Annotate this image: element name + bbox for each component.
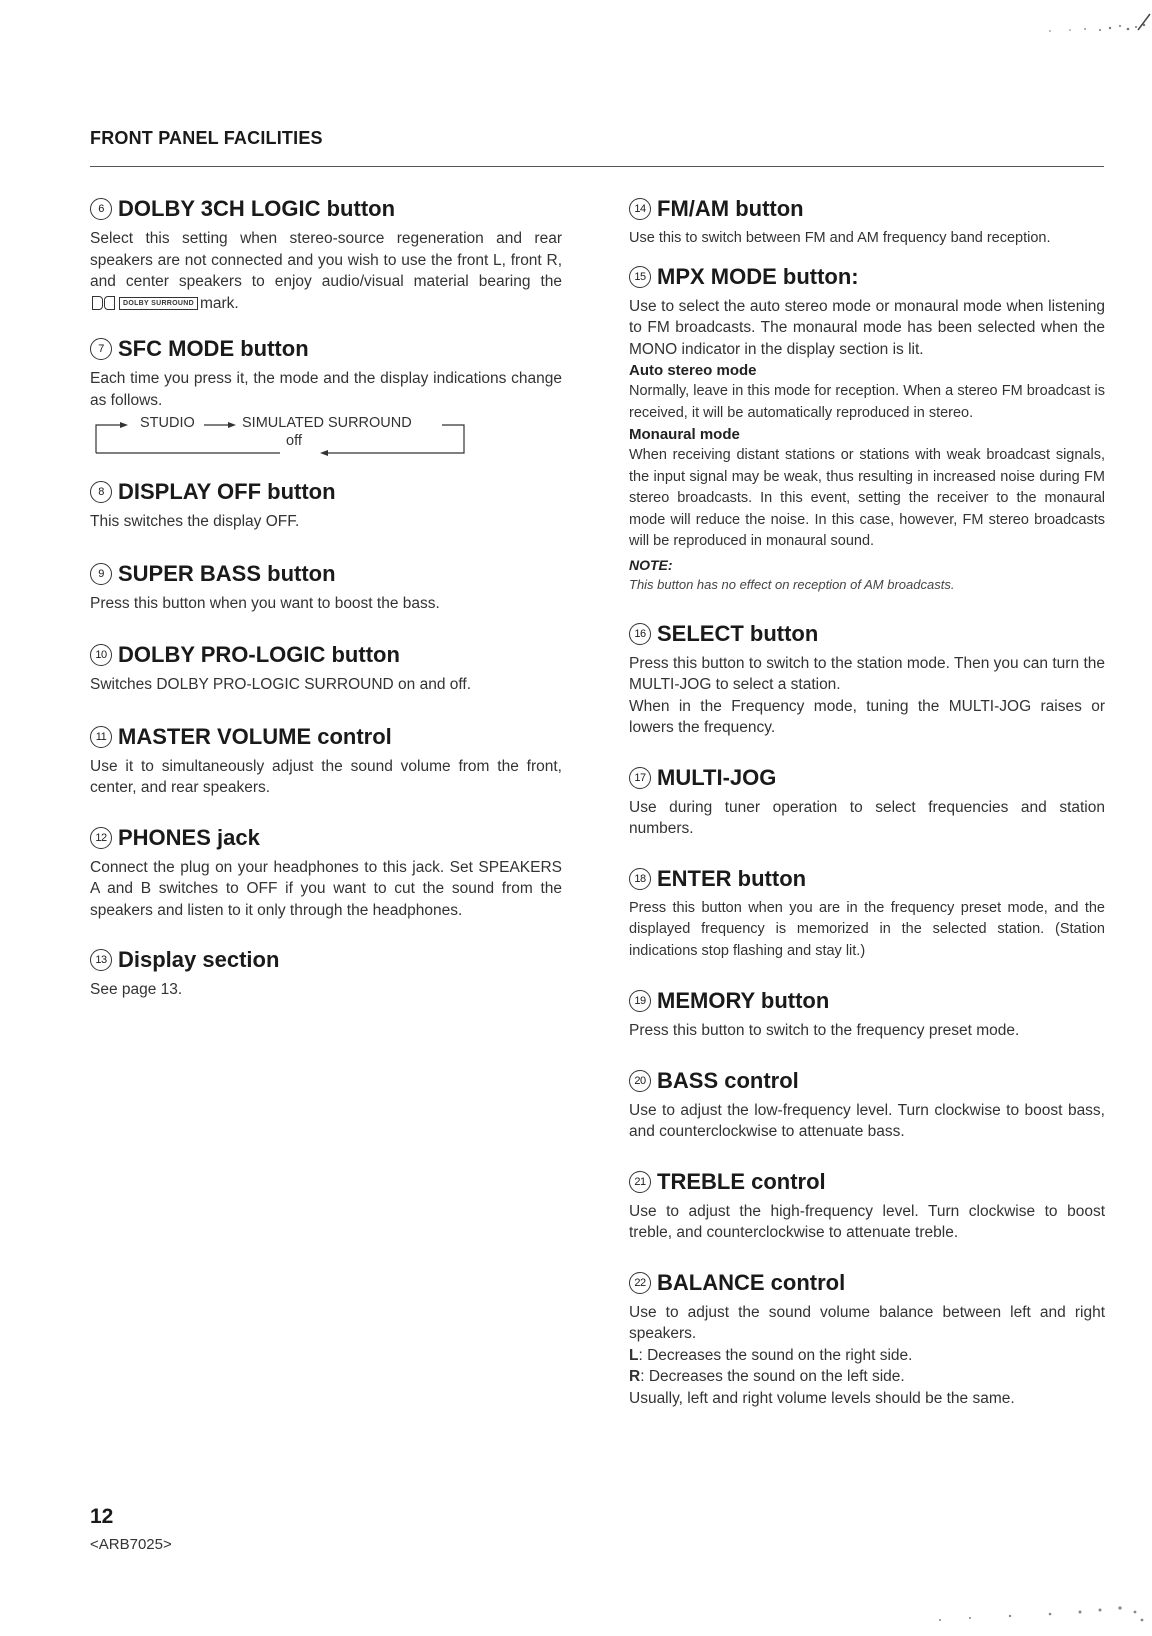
section-title-text: SELECT button — [657, 620, 819, 646]
section-body — [90, 228, 562, 314]
sfc-simulated-surround-label: SIMULATED SURROUND — [242, 415, 412, 431]
item-number: 8 — [90, 481, 112, 503]
section-body: Use it to simultaneously adjust the sound volume from the front, center, and rear speakers. — [90, 757, 562, 796]
page-header: FRONT PANEL FACILITIES — [90, 128, 323, 148]
item-number: 18 — [629, 868, 651, 890]
section-title — [629, 988, 1105, 1014]
section-title — [629, 1169, 1105, 1195]
section-display-off — [90, 479, 562, 533]
item-number: 19 — [629, 990, 651, 1012]
item-number: 16 — [629, 623, 651, 645]
section-body-3: Usually, left and right volume levels should be the same. — [629, 1389, 1015, 1407]
section-sfc-mode — [90, 336, 562, 459]
balance-l-text: : Decreases the sound on the right side. — [638, 1346, 913, 1364]
section-balance — [629, 1270, 1105, 1410]
item-number: 7 — [90, 338, 112, 360]
section-title-text: MULTI-JOG — [657, 764, 777, 790]
item-number: 11 — [90, 726, 112, 748]
section-title — [629, 765, 1105, 791]
body-text: Select this setting when stereo-source regeneration and rear speakers are not connected and you wish to use the front L, front R, and center speakers to enjoy audio/visual material bearing the — [90, 230, 562, 290]
section-title-text: FM/AM button — [657, 196, 804, 221]
section-fm-am — [629, 196, 1105, 250]
section-dolby-pro-logic — [90, 642, 562, 696]
section-title-text: SFC MODE button — [118, 336, 309, 361]
section-title-text: Display section — [118, 947, 280, 972]
section-title-text: SUPER BASS button — [118, 560, 336, 586]
section-title-text: MEMORY button — [657, 988, 830, 1013]
balance-r-key: R — [629, 1368, 641, 1385]
page-number: 12 — [90, 1505, 114, 1528]
section-master-volume — [90, 724, 562, 799]
section-title-text: DOLBY PRO-LOGIC button — [118, 642, 400, 667]
section-title — [90, 947, 562, 973]
section-body: Connect the plug on your headphones to this jack. Set SPEAKERS A and B switches to OFF if you want to cut the sound from the speakers and listen to it only through the headphones. — [90, 858, 562, 919]
section-body: Press this button to switch to the frequency preset mode. — [629, 1022, 1020, 1039]
auto-stereo-body: Normally, leave in this mode for reception. When a stereo FM broadcast is received, it will be automatically reproduced in stereo. — [629, 383, 1105, 421]
item-number: 10 — [90, 644, 112, 666]
section-title — [629, 1270, 1105, 1296]
section-title — [90, 825, 562, 851]
section-body: This switches the display OFF. — [90, 513, 300, 530]
section-bass — [629, 1068, 1105, 1143]
section-display-section — [90, 947, 562, 1001]
section-body: See page 13. — [90, 981, 183, 998]
balance-l-key: L — [629, 1346, 639, 1364]
section-title — [90, 336, 562, 362]
section-dolby-3ch-logic — [90, 196, 562, 314]
double-d-icon — [92, 296, 103, 310]
section-title-text: PHONES jack — [118, 824, 260, 850]
sfc-studio-label: STUDIO — [140, 415, 195, 431]
left-column — [90, 196, 562, 1001]
section-mpx-mode — [629, 264, 1105, 595]
section-title — [629, 866, 1105, 892]
balance-l-line — [629, 1345, 1105, 1367]
note-heading: NOTE: — [629, 556, 673, 573]
body-text: mark. — [199, 294, 239, 312]
double-d-icon — [104, 296, 115, 310]
item-number: 13 — [90, 949, 112, 971]
section-title — [90, 479, 562, 505]
section-title-text: DOLBY 3CH LOGIC button — [118, 196, 396, 221]
section-body: Press this button to switch to the station mode. Then you can turn the MULTI-JOG to select a station. — [629, 654, 1105, 693]
section-enter — [629, 866, 1105, 963]
section-title — [90, 642, 562, 668]
section-body: Use to adjust the high-frequency level. Turn clockwise to boost treble, and counterclockwise to attenuate treble. — [629, 1202, 1105, 1241]
item-number: 12 — [90, 827, 112, 849]
section-body: Switches DOLBY PRO-LOGIC SURROUND on and off. — [90, 676, 472, 693]
note-body: This button has no effect on reception of AM broadcasts. — [629, 576, 955, 592]
section-body: Use to select the auto stereo mode or monaural mode when listening to FM broadcasts. The monaural mode has been selected when the MONO indicator in the display section is lit. — [629, 297, 1105, 358]
dolby-surround-logo — [92, 296, 198, 310]
item-number: 21 — [629, 1171, 651, 1193]
section-select — [629, 621, 1105, 739]
section-title — [90, 724, 562, 750]
section-title — [90, 196, 562, 222]
item-number: 15 — [629, 266, 651, 288]
monaural-body: When receiving distant stations or stations with weak broadcast signals, the input signal may be weak, thus resulting in increased noise during FM stereo broadcasts. In this event, setting the receiver to the monaural mode will reduce the noise. In this case, however, FM stereo broadcasts will be reproduced in monaural sound. — [629, 447, 1105, 549]
balance-r-text: : Decreases the sound on the left side. — [640, 1368, 905, 1385]
item-number: 17 — [629, 767, 651, 789]
right-column — [629, 196, 1105, 1409]
section-title-text: MPX MODE button: — [657, 263, 859, 289]
section-title — [629, 621, 1105, 647]
section-body: Use to adjust the sound volume balance between left and right speakers. — [629, 1303, 1105, 1342]
section-body: Use to adjust the low-frequency level. Turn clockwise to boost bass, and counterclockwise to attenuate bass. — [629, 1101, 1105, 1140]
section-title — [90, 561, 562, 587]
section-title-text: BASS control — [657, 1067, 799, 1093]
header-rule — [90, 166, 1104, 167]
section-body: Press this button when you are in the frequency preset mode, and the displayed frequency is memorized in the selected station. (Station indications stop flashing and stay lit.) — [629, 899, 1105, 959]
item-number: 6 — [90, 198, 112, 220]
section-body: Each time you press it, the mode and the display indications change as follows. — [90, 370, 562, 409]
section-title-text: BALANCE control — [657, 1269, 846, 1295]
sfc-mode-cycle-diagram — [92, 413, 472, 459]
scan-artifact-top-right — [900, 0, 1152, 40]
dolby-surround-label: DOLBY SURROUND — [119, 297, 198, 310]
item-number: 14 — [629, 198, 651, 220]
section-treble — [629, 1169, 1105, 1244]
auto-stereo-heading: Auto stereo mode — [629, 362, 757, 379]
section-title-text: ENTER button — [657, 865, 807, 891]
item-number: 22 — [629, 1272, 651, 1294]
monaural-heading: Monaural mode — [629, 426, 740, 443]
section-body: Use during tuner operation to select frequencies and station numbers. — [629, 798, 1105, 837]
document-code: <ARB7025> — [90, 1536, 172, 1553]
section-title — [629, 1068, 1105, 1094]
item-number: 20 — [629, 1070, 651, 1092]
section-memory — [629, 988, 1105, 1042]
section-body: Press this button when you want to boost the bass. — [90, 594, 440, 612]
section-body: Use this to switch between FM and AM frequency band reception. — [629, 230, 1051, 246]
section-title — [629, 264, 1105, 290]
section-title-text: MASTER VOLUME control — [118, 723, 392, 749]
section-phones-jack — [90, 825, 562, 922]
item-number: 9 — [90, 563, 112, 585]
sfc-off-label: off — [286, 433, 302, 449]
section-title-text: TREBLE control — [657, 1168, 826, 1194]
section-super-bass — [90, 561, 562, 615]
section-title — [629, 196, 1105, 222]
section-title-text: DISPLAY OFF button — [118, 479, 336, 504]
scan-artifact-bottom-right — [880, 1600, 1152, 1636]
balance-r-line — [629, 1366, 1105, 1388]
section-multi-jog — [629, 765, 1105, 840]
section-body-2: When in the Frequency mode, tuning the MULTI-JOG raises or lowers the frequency. — [629, 697, 1105, 736]
